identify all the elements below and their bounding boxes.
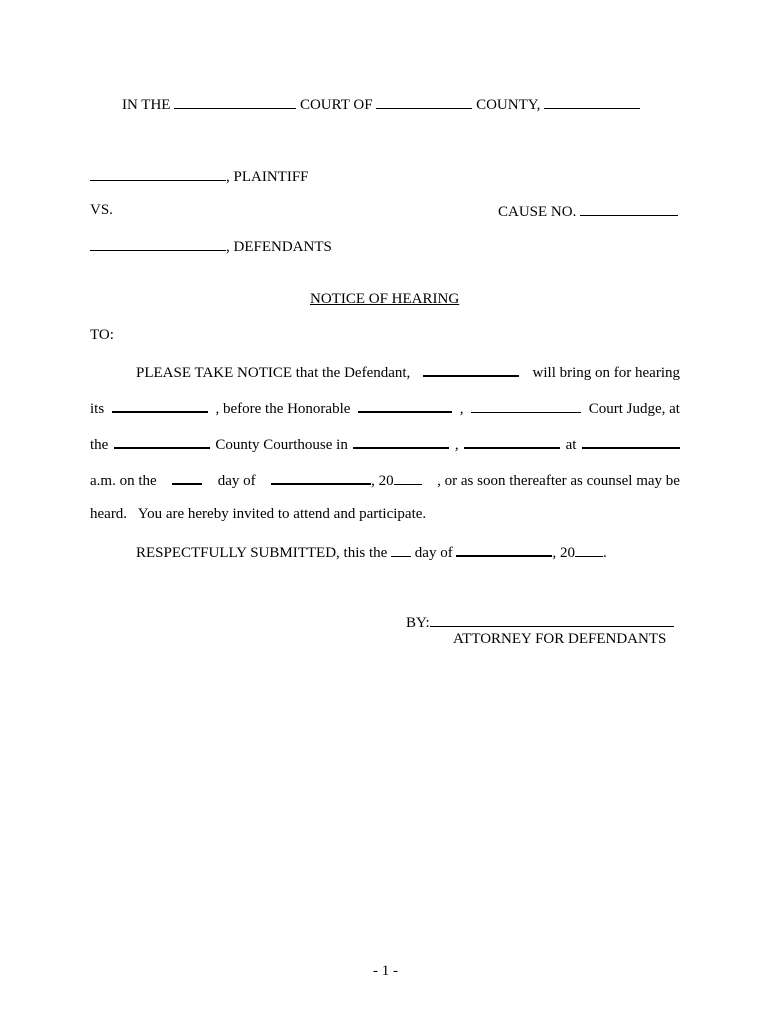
submitted-period: . (602, 545, 607, 561)
defendants-line (90, 236, 332, 256)
time-blank[interactable] (582, 433, 680, 449)
cause-no-label: CAUSE NO. (498, 204, 577, 220)
county-label: COUNTY, (476, 97, 541, 113)
court-name-blank[interactable] (174, 94, 296, 109)
cause-no-line (498, 201, 678, 221)
court-header (122, 94, 640, 114)
body-line-1 (136, 361, 680, 382)
county-blank[interactable] (544, 94, 640, 109)
court-of-label: COURT OF (299, 97, 373, 113)
submitted-text: RESPECTFULLY SUBMITTED, this the (136, 545, 388, 561)
in-the-label: IN THE (122, 97, 171, 113)
body-line-2 (90, 397, 680, 418)
at-text: at (565, 437, 577, 453)
county-courthouse-blank[interactable] (114, 433, 210, 449)
court-judge-text: Court Judge, at (588, 401, 680, 417)
court-type-blank[interactable] (471, 398, 581, 413)
motion-blank[interactable] (112, 397, 208, 413)
courthouse-text: County Courthouse in (215, 437, 348, 453)
document-title: NOTICE OF HEARING (310, 291, 460, 307)
defendant-name-blank[interactable] (423, 361, 519, 377)
attorney-label: ATTORNEY FOR DEFENDANTS (453, 631, 667, 647)
year-prefix-text: , 20 (371, 473, 394, 489)
by-label: BY: (406, 615, 430, 631)
page-number: - 1 - (373, 963, 398, 979)
vs-label: VS. (90, 202, 113, 218)
submitted-day-of-text: day of (414, 545, 453, 561)
am-on-text: a.m. on the (90, 473, 157, 489)
submitted-day-blank[interactable] (391, 542, 411, 557)
honorable-text: , before the Honorable (215, 401, 351, 417)
city-blank[interactable] (353, 433, 449, 449)
day-of-text: day of (217, 473, 256, 489)
to-label: TO: (90, 327, 114, 343)
defendants-blank[interactable] (90, 236, 226, 251)
year-blank[interactable] (394, 470, 422, 485)
submitted-year-blank[interactable] (575, 542, 603, 557)
notice-text: PLEASE TAKE NOTICE that the Defendant, (136, 365, 411, 381)
comma-text: , (459, 401, 464, 417)
defendants-label: , DEFENDANTS (226, 239, 332, 255)
the-text: the (90, 437, 109, 453)
state-blank[interactable] (464, 433, 560, 449)
body-line-3 (90, 433, 680, 454)
submitted-line (136, 541, 607, 562)
court-of-blank[interactable] (376, 94, 472, 109)
judge-name-blank[interactable] (358, 397, 452, 413)
body-line-4 (90, 469, 680, 490)
body-line-5: heard. You are hereby invited to attend and participate. (90, 506, 427, 522)
cause-no-blank[interactable] (580, 201, 678, 216)
its-text: its (90, 401, 105, 417)
plaintiff-label: , PLAINTIFF (226, 169, 309, 185)
submitted-year-prefix: , 20 (552, 545, 575, 561)
month-blank[interactable] (271, 469, 371, 485)
bring-on-text: will bring on for hearing (532, 365, 680, 381)
comma-text-2: , (454, 437, 459, 453)
thereafter-text: , or as soon thereafter as counsel may be (437, 473, 680, 489)
day-blank[interactable] (172, 469, 202, 485)
plaintiff-line (90, 166, 309, 186)
submitted-month-blank[interactable] (456, 541, 552, 557)
signature-blank[interactable] (430, 612, 674, 627)
plaintiff-blank[interactable] (90, 166, 226, 181)
signature-line (406, 612, 674, 632)
